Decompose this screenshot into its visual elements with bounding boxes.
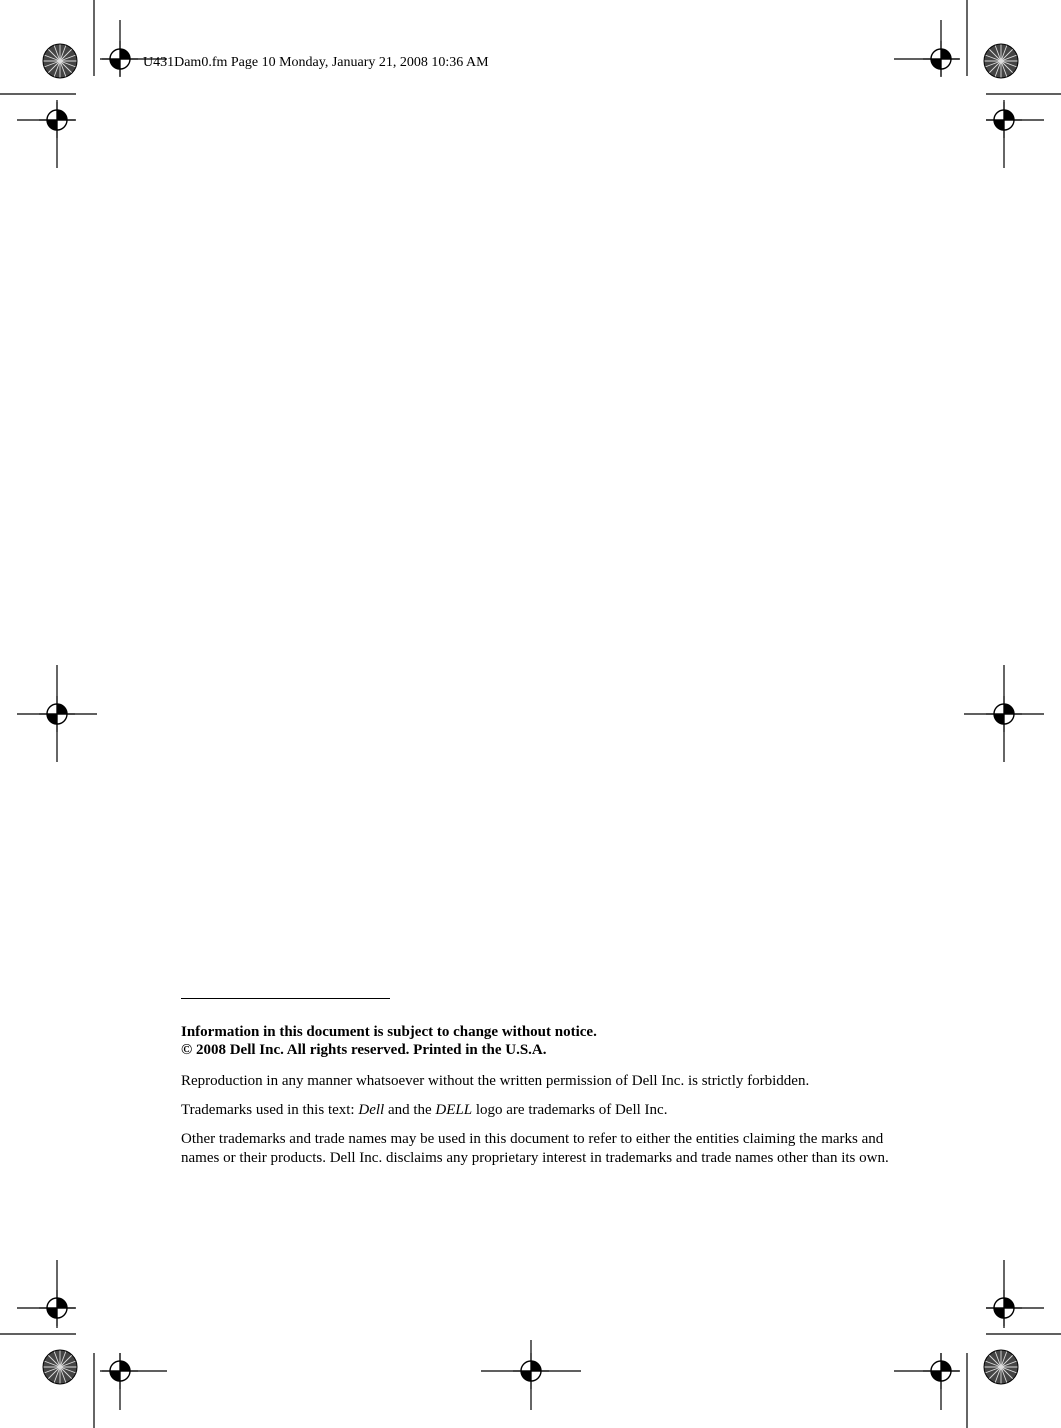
trademarks-suffix: logo are trademarks of Dell Inc. <box>472 1102 668 1118</box>
trademarks-notice <box>181 1101 891 1120</box>
trademark-dell-logo: DELL <box>435 1102 473 1118</box>
file-slug-line: U431Dam0.fm Page 10 Monday, January 21, 2008 10:36 AM <box>143 55 489 70</box>
trademark-dell: Dell <box>358 1102 385 1118</box>
change-notice: Information in this document is subject to change without notice. <box>181 1024 597 1040</box>
trademarks-and-the: and the <box>384 1102 436 1118</box>
reproduction-notice: Reproduction in any manner whatsoever without the written permission of Dell Inc. is strictly forbidden. <box>181 1073 810 1089</box>
legal-notice <box>181 1023 891 1168</box>
footnote-divider <box>181 998 390 999</box>
copyright-line: © 2008 Dell Inc. All rights reserved. Printed in the U.S.A. <box>181 1042 547 1058</box>
other-trademarks-notice: Other trademarks and trade names may be used in this document to refer to either the entities claiming the marks and names or their products. Dell Inc. disclaims any proprietary interest in trademarks and trade names other than its own. <box>181 1131 889 1166</box>
trademarks-prefix: Trademarks used in this text: <box>181 1102 359 1118</box>
